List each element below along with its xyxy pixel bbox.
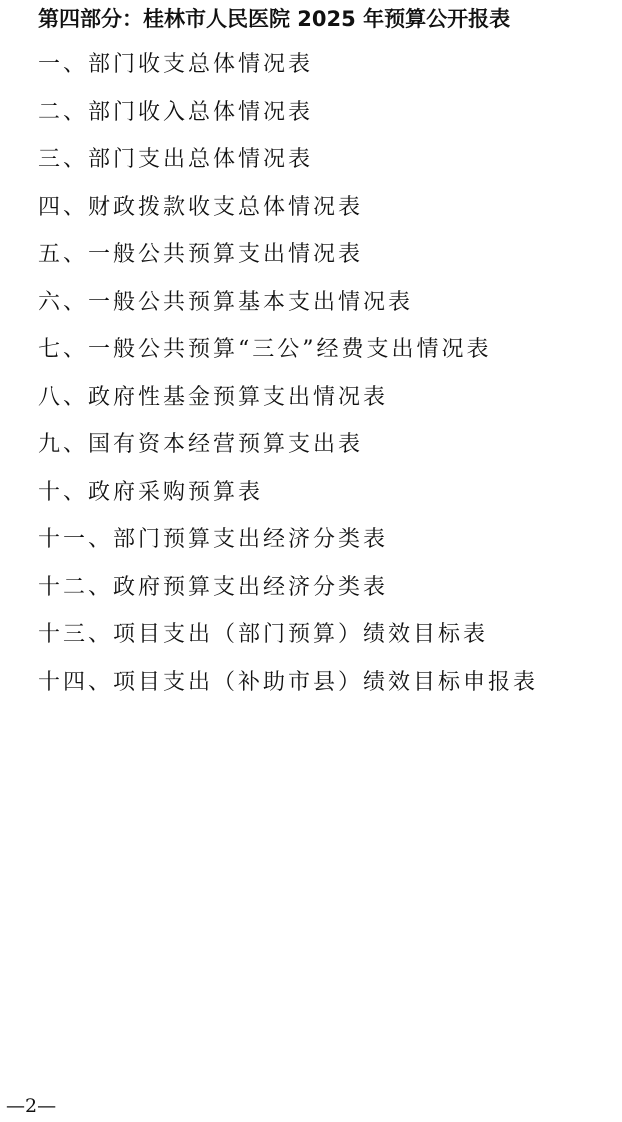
list-item: 五、一般公共预算支出情况表 <box>38 242 364 267</box>
list-item: 六、一般公共预算基本支出情况表 <box>38 289 414 315</box>
list-item: 一、部门收支总体情况表 <box>38 52 314 77</box>
list-item: 二、部门收入总体情况表 <box>38 99 314 125</box>
list-item: 十四、项目支出（补助市县）绩效目标申报表 <box>38 669 539 695</box>
page-title: 第四部分：桂林市人民医院 2025 年预算公开报表 <box>38 7 511 31</box>
list-item: 三、部门支出总体情况表 <box>38 147 314 172</box>
list-item: 十、政府采购预算表 <box>38 479 264 505</box>
list-item: 十二、政府预算支出经济分类表 <box>38 574 389 600</box>
list-item: 十一、部门预算支出经济分类表 <box>38 527 389 552</box>
page-number: —2— <box>6 1095 57 1117</box>
list-item: 四、财政拨款收支总体情况表 <box>38 194 364 220</box>
list-item: 八、政府性基金预算支出情况表 <box>38 384 389 410</box>
list-item: 七、一般公共预算“三公”经费支出情况表 <box>38 337 492 362</box>
list-item: 九、国有资本经营预算支出表 <box>38 432 364 457</box>
table-of-contents <box>38 48 538 713</box>
list-item: 十三、项目支出（部门预算）绩效目标表 <box>38 622 489 647</box>
